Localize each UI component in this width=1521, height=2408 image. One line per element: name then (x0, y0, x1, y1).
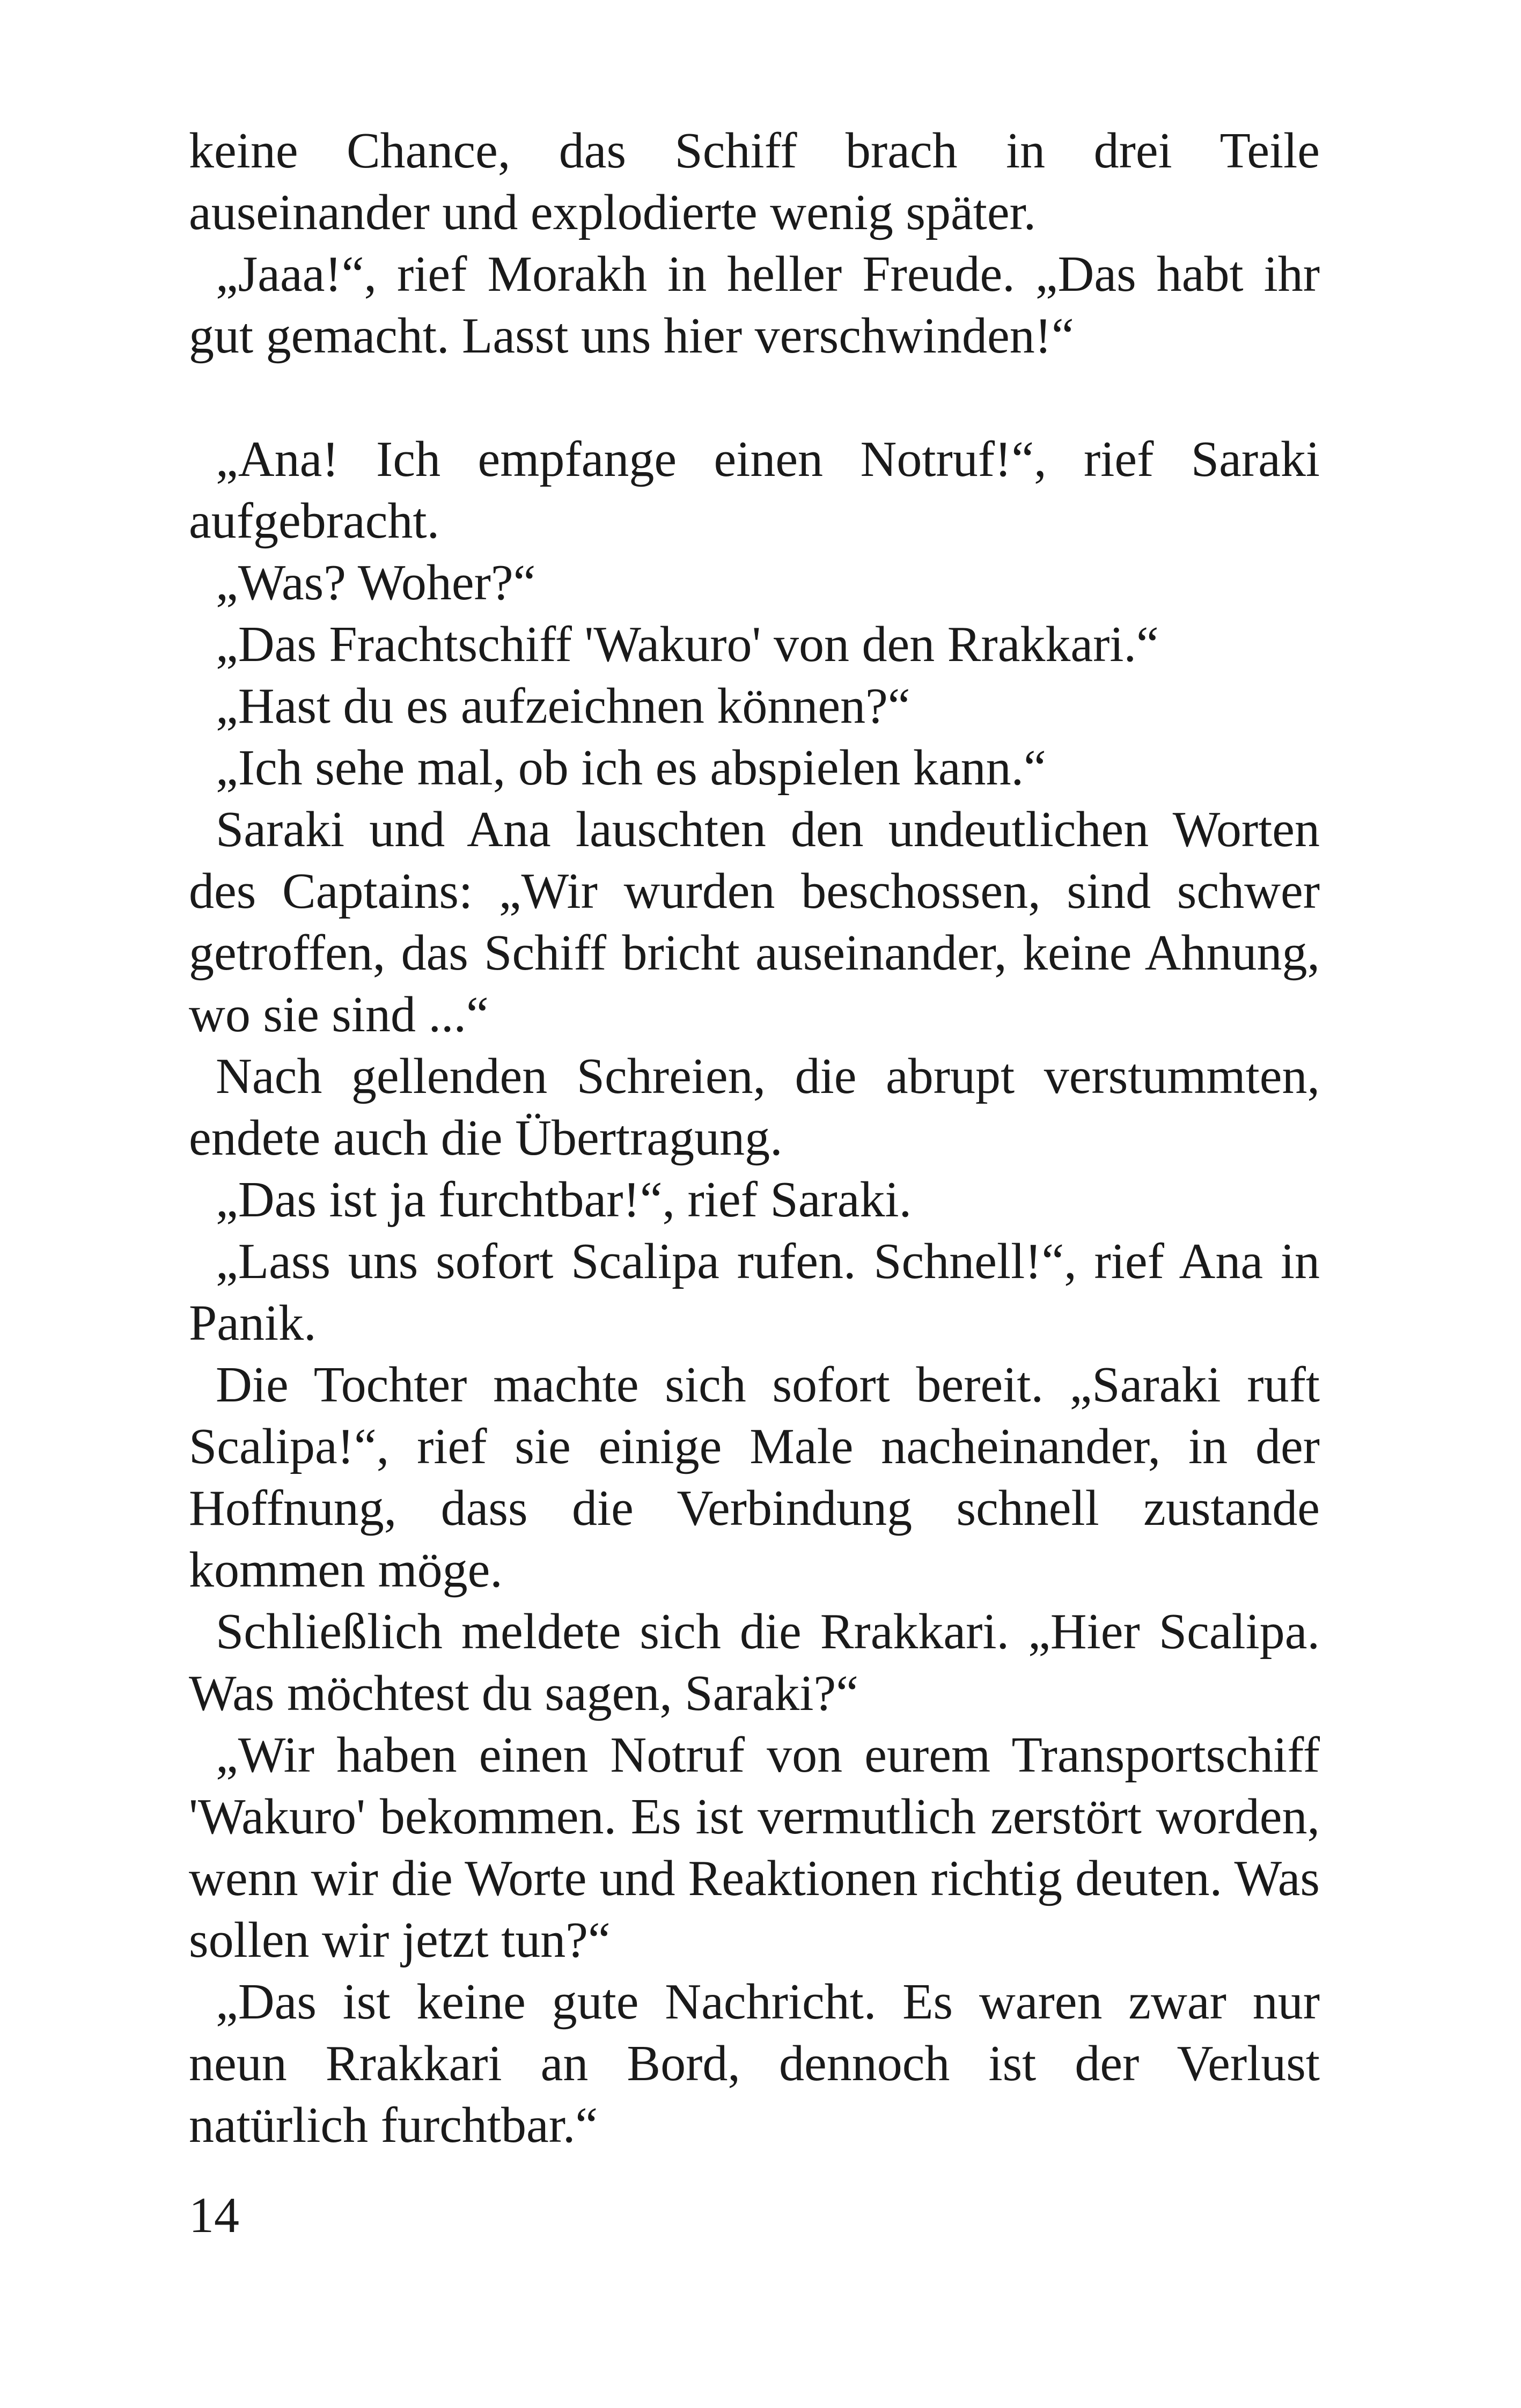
paragraph: „Das ist keine gute Nachricht. Es waren zwar nur neun Rrakkari an Bord, dennoch ist der Verlust natürlich furchtbar.“ (189, 1974, 1320, 2153)
paragraph: Schließlich meldete sich die Rrakkari. „Hier Scalipa. Was möchtest du sagen, Saraki?“ (189, 1604, 1320, 1721)
paragraph: „Ana! Ich empfange einen Notruf!“, rief Saraki aufgebracht. (189, 431, 1320, 549)
paragraph: „Was? Woher?“ (216, 555, 536, 611)
paragraph: „Das ist ja furchtbar!“, rief Saraki. (216, 1172, 912, 1228)
paragraph: Saraki und Ana lauschten den undeutlichen Worten des Captains: „Wir wurden beschossen, sind schwer getroffen, das Schiff bricht auseinander, keine Ahnung, wo sie sind ...“ (189, 802, 1320, 1043)
paragraph: Die Tochter machte sich sofort bereit. „Saraki ruft Scalipa!“, rief sie einige Male nacheinander, in der Hoffnung, dass die Verbindung schnell zustande kommen möge. (189, 1357, 1320, 1598)
paragraph: „Ich sehe mal, ob ich es abspielen kann.“ (216, 740, 1046, 796)
paragraph: „Jaaa!“, rief Morakh in heller Freude. „Das habt ihr gut gemacht. Lasst uns hier verschwinden!“ (189, 246, 1320, 364)
paragraph: „Hast du es aufzeichnen können?“ (216, 678, 910, 734)
paragraph: keine Chance, das Schiff brach in drei Teile auseinander und explodierte wenig später. (189, 123, 1320, 240)
page-number: 14 (189, 2187, 239, 2243)
body-text (189, 120, 1320, 2156)
paragraph: „Das Frachtschiff 'Wakuro' von den Rrakkari.“ (216, 616, 1159, 672)
paragraph: „Lass uns sofort Scalipa rufen. Schnell!“, rief Ana in Panik. (189, 1234, 1320, 1351)
paragraph: Nach gellenden Schreien, die abrupt verstummten, endete auch die Übertragung. (189, 1048, 1320, 1166)
paragraph: „Wir haben einen Notruf von eurem Transportschiff 'Wakuro' bekommen. Es ist vermutlich zerstört worden, wenn wir die Worte und Reaktionen richtig deuten. Was sollen wir jetzt tun?“ (189, 1727, 1320, 1968)
